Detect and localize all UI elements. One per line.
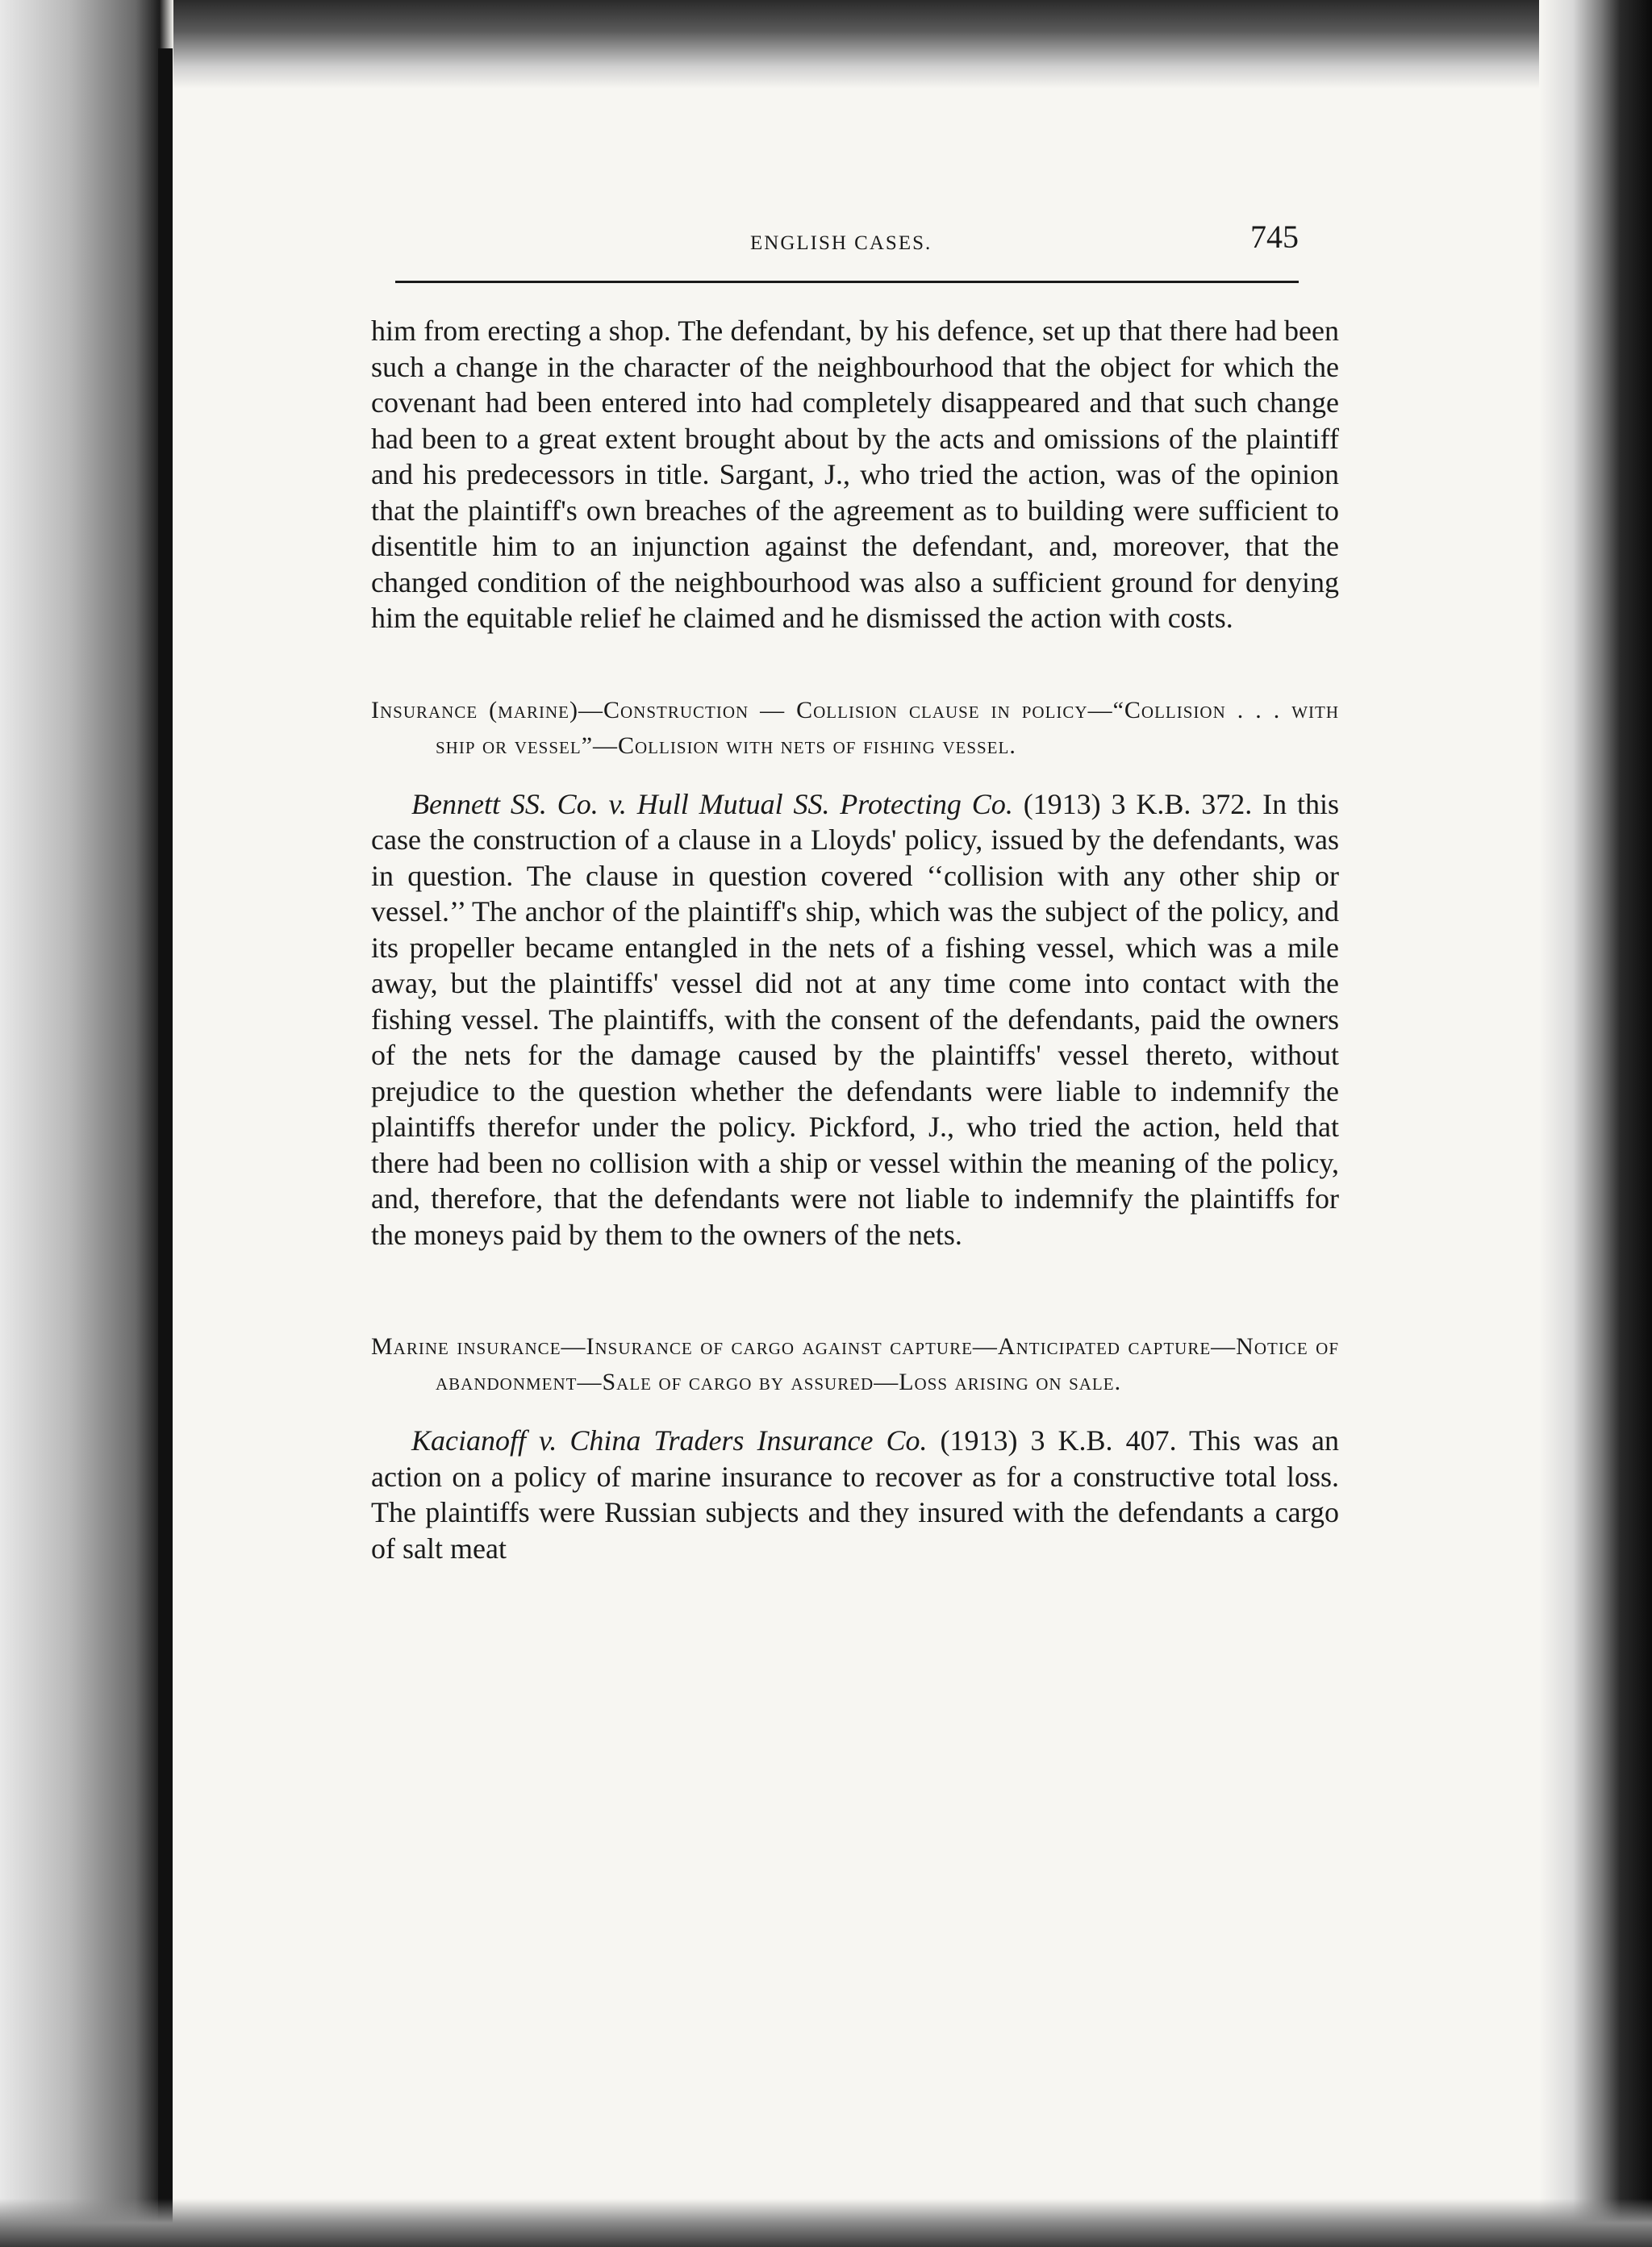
section-heading-marine-insurance [371, 1329, 1339, 1400]
book-spine-shadow [158, 48, 173, 2226]
running-head [371, 218, 1339, 266]
page-number: 745 [1250, 219, 1299, 255]
header-rule [395, 281, 1299, 283]
scan-border-bottom [0, 2199, 1652, 2247]
section-heading-insurance-marine [371, 693, 1339, 764]
heading-text: Insurance (marine)—Construction — Collision clause in policy—“Collision . . . with ship or vessel”—Collision with nets of fishing vessel. [371, 696, 1339, 759]
case-paragraph-bennett [371, 786, 1339, 1253]
case-name: Kacianoff v. China Traders Insurance Co. [411, 1424, 928, 1457]
case-text: (1913) 3 K.B. 372. In this case the construction of a clause in a Lloyds' policy, issued by the defendants, was in question. The clause in question covered ‘‘collision with any other ship or vessel.’’ The anchor of the plaintiff's ship, which was the subject of the policy, and its propeller became entangled in the nets of a fishing vessel, which was a mile away, but the plaintiffs' vessel did not at any time come into contact with the fishing vessel. The plaintiffs, with the consent of the defendants, paid the owners of the nets for the damage caused by the plaintiffs' vessel thereto, without prejudice to the question whether the defendants were liable to indemnify the plaintiffs therefor under the policy. Pickford, J., who tried the action, held that there had been no collision with a ship or vessel within the meaning of the policy, and, therefore, that the defendants were not liable to indemnify the plaintiffs for the moneys paid by them to the owners of the nets. [371, 787, 1339, 1251]
case-text: (1913) 3 K.B. 407. This was an action on a policy of marine insurance to recover as for a constructive total loss. The plaintiffs were Russian subjects and they insured with the defendants a cargo of salt meat [371, 1424, 1339, 1565]
case-name: Bennett SS. Co. v. Hull Mutual SS. Protecting Co. [411, 787, 1013, 820]
running-title: ENGLISH CASES. [750, 232, 932, 254]
heading-text: Marine insurance—Insurance of cargo against capture—Anticipated capture—Notice of abandonment—Sale of cargo by assured—Loss arising on sale. [371, 1333, 1339, 1395]
scan-border-left [0, 0, 173, 2247]
scan-border-top [0, 0, 1652, 89]
paragraph-continued: him from erecting a shop. The defendant, by his defence, set up that there had been such a change in the character of the neighbourhood that the object for which the covenant had been entered into had completely disappeared and that such change had been to a great extent brought about by the acts and omissions of the plaintiff and his predecessors in title. Sargant, J., who tried the action, was of the opinion that the plaintiff's own breaches of the agreement as to building were sufficient to disentitle him to an injunction against the defendant, and, moreover, that the changed condition of the neighbourhood was also a sufficient ground for denying him the equitable relief he claimed and he dismissed the action with costs. [371, 315, 1339, 634]
body-text [371, 313, 1339, 1566]
book-page [371, 218, 1339, 1565]
case-paragraph-kacianoff [371, 1423, 1339, 1566]
scan-border-right [1539, 0, 1652, 2247]
